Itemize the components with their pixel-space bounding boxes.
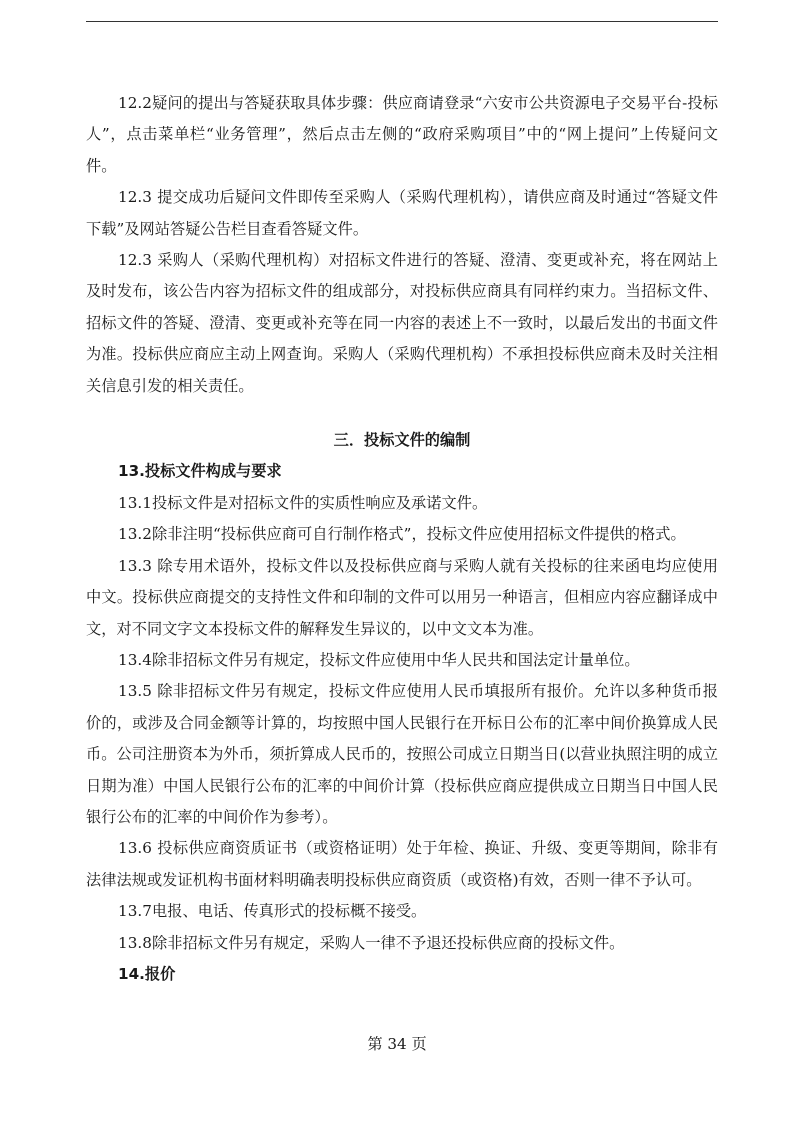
paragraph-13-6: 13.6 投标供应商资质证书（或资格证明）处于年检、换证、升级、变更等期间，除非有法律法规或发证机构书面材料明确表明投标供应商资质（或资格)有效，否则一律不予认可。 [86, 839, 718, 889]
paragraph-13-5: 13.5 除非招标文件另有规定，投标文件应使用人民币填报所有报价。允许以多种货币报价的，或涉及合同金额等计算的，均按照中国人民银行在开标日公布的汇率中间价换算成人民币。公司注册资本为外币，须折算成人民币的，按照公司成立日期当日(以营业执照注明的成立日期为准）中国人民银行公布的汇率的中间价计算（投标供应商应提供成立日期当日中国人民银行公布的汇率的中间价作为参考）。 [86, 682, 718, 826]
paragraph-13-2: 13.2除非注明“投标供应商可自行制作格式”，投标文件应使用招标文件提供的格式。 [118, 525, 686, 544]
paragraph-13-3: 13.3 除专用术语外，投标文件以及投标供应商与采购人就有关投标的往来函电均应使用中文。投标供应商提交的支持性文件和印制的文件可以用另一种语言，但相应内容应翻译成中文，对不同文字文本投标文件的解释发生异议的，以中文文本为准。 [86, 556, 718, 638]
page-body [86, 88, 718, 990]
paragraph-13-7: 13.7电报、电话、传真形式的投标概不接受。 [118, 902, 427, 921]
paragraph-13-8: 13.8除非招标文件另有规定，采购人一律不予退还投标供应商的投标文件。 [118, 933, 625, 952]
subheading-13: 13.投标文件构成与要求 [118, 462, 282, 481]
paragraph-12-2: 12.2疑问的提出与答疑获取具体步骤：供应商请登录“六安市公共资源电子交易平台-投标人”，点击菜单栏“业务管理”，然后点击左侧的“政府采购项目”中的“网上提问”上传疑问文件。 [86, 94, 718, 175]
subheading-14: 14.报价 [118, 964, 176, 983]
section-spacer [86, 402, 718, 425]
paragraph-12-3-clarification: 12.3 采购人（采购代理机构）对招标文件进行的答疑、澄清、变更或补充，将在网站上及时发布，该公告内容为招标文件的组成部分，对投标供应商具有同样约束力。当招标文件、招标文件的答疑、澄清、变更或补充等在同一内容的表述上不一致时，以最后发出的书面文件为准。投标供应商应主动上网查询。采购人（采购代理机构）不承担投标供应商未及时关注相关信息引发的相关责任。 [86, 251, 718, 395]
paragraph-12-3-submission: 12.3 提交成功后疑问文件即传至采购人（采购代理机构），请供应商及时通过“答疑文件下载”及网站答疑公告栏目查看答疑文件。 [86, 188, 718, 238]
page-number: 第 34 页 [367, 1035, 427, 1053]
paragraph-13-4: 13.4除非招标文件另有规定，投标文件应使用中华人民共和国法定计量单位。 [118, 650, 640, 669]
paragraph-13-1: 13.1投标文件是对招标文件的实质性响应及承诺文件。 [118, 493, 488, 512]
section-title: 三．投标文件的编制 [333, 431, 471, 450]
header-rule [86, 21, 718, 22]
